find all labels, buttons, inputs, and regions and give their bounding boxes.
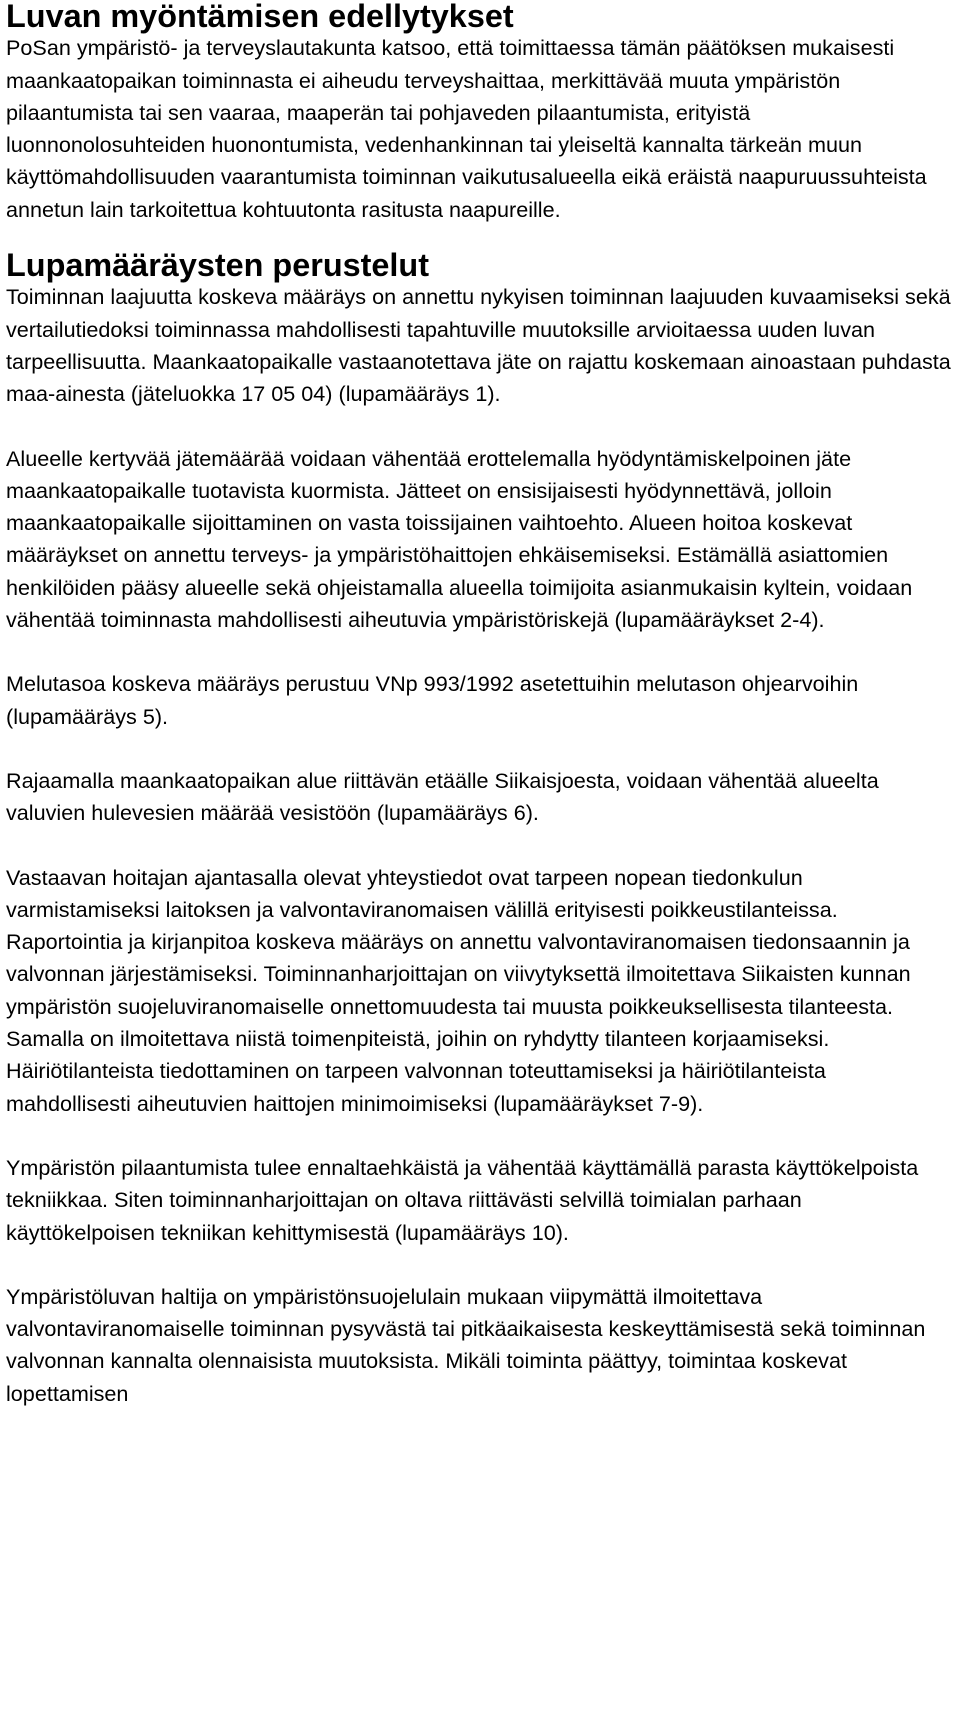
section-heading-permit-conditions: Luvan myöntämisen edellytykset <box>6 0 514 34</box>
paragraph-best-available-technique: Ympäristön pilaantumista tulee ennaltaehkäistä ja vähentää käyttämällä parasta käyttökelpoista tekniikkaa. Siten toiminnanharjoittajan on oltava riittävästi selvillä toimialan parhaan käyttökelpoisen tekniikan kehittymisestä (lupamääräys 10). <box>6 1154 919 1245</box>
paragraph-permit-conditions: PoSan ympäristö- ja terveyslautakunta katsoo, että toimittaessa tämän päätöksen mukaisesti maankaatopaikan toiminnasta ei aiheudu terveyshaittaa, merkittävää muuta ympäristön pilaantumista tai sen vaaraa, maaperän tai pohjaveden pilaantumista, erityistä luonnonolosuhteiden huonontumista, vedenhankinnan tai yleiseltä kannalta tärkeän muun käyttömahdollisuuden vaarantumista toiminnan vaikutusalueella eikä eräistä naapuruussuhteista annetun lain tarkoitettua kohtuutonta rasitusta naapureille. <box>6 35 927 222</box>
document-body <box>6 0 954 1410</box>
paragraph-stormwater: Rajaamalla maankaatopaikan alue riittävän etäälle Siikaisjoesta, voidaan vähentää alueelta valuvien hulevesien määrää vesistöön (lupamääräys 6). <box>6 767 879 826</box>
paragraph-reporting: Vastaavan hoitajan ajantasalla olevat yhteystiedot ovat tarpeen nopean tiedonkulun varmistamiseksi laitoksen ja valvontaviranomaisen välillä erityisesti poikkeustilanteissa. Raportointia ja kirjanpitoa koskeva määräys on annettu valvontaviranomaisen tiedonsaannin ja valvonnan järjestämiseksi. Toiminnanharjoittajan on viivytyksettä ilmoitettava Siikaisten kunnan ympäristön suojeluviranomaiselle onnettomuudesta tai muusta poikkeuksellisesta tilanteesta. Samalla on ilmoitettava niistä toimenpiteistä, joihin on ryhdytty tilanteen korjaamiseksi. Häiriötilanteista tiedottaminen on tarpeen valvonnan toteuttamiseksi ja häiriötilanteista mahdollisesti aiheutuvien haittojen minimoimiseksi (lupamääräykset 7-9). <box>6 864 911 1116</box>
paragraph-permit-holder-notification: Ympäristöluvan haltija on ympäristönsuojelulain mukaan viipymättä ilmoitettava valvontaviranomaiselle toiminnan pysyvästä tai pitkäaikaisesta keskeyttämisestä sekä toiminnan valvonnan kannalta olennaisista muutoksista. Mikäli toiminta päättyy, toimintaa koskevat lopettamisen <box>6 1283 926 1406</box>
paragraph-waste-reduction: Alueelle kertyvää jätemäärää voidaan vähentää erottelemalla hyödyntämiskelpoinen jäte maankaatopaikalle tuotavista kuormista. Jätteet on ensisijaisesti hyödynnettävä, jolloin maankaatopaikalle sijoittaminen on vasta toissijainen vaihtoehto. Alueen hoitoa koskevat määräykset on annettu terveys- ja ympäristöhaittojen ehkäisemiseksi. Estämällä asiattomien henkilöiden pääsy alueelle sekä ohjeistamalla alueella toimijoita asianmukaisin kyltein, voidaan vähentää toiminnasta mahdollisesti aiheutuvia ympäristöriskejä (lupamääräykset 2-4). <box>6 445 913 633</box>
section-heading-justifications: Lupamääräysten perustelut <box>6 247 430 284</box>
paragraph-operation-scope: Toiminnan laajuutta koskeva määräys on annettu nykyisen toiminnan laajuuden kuvaamiseksi sekä vertailutiedoksi toiminnassa mahdollisesti tapahtuville muutoksille arvioitaessa uuden luvan tarpeellisuutta. Maankaatopaikalle vastaanotettava jäte on rajattu koskemaan ainoastaan puhdasta maa-ainesta (jäteluokka 17 05 04) (lupamääräys 1). <box>6 284 951 407</box>
paragraph-noise-level: Melutasoa koskeva määräys perustuu VNp 993/1992 asetettuihin melutason ohjearvoihin (lupamääräys 5). <box>6 671 859 729</box>
